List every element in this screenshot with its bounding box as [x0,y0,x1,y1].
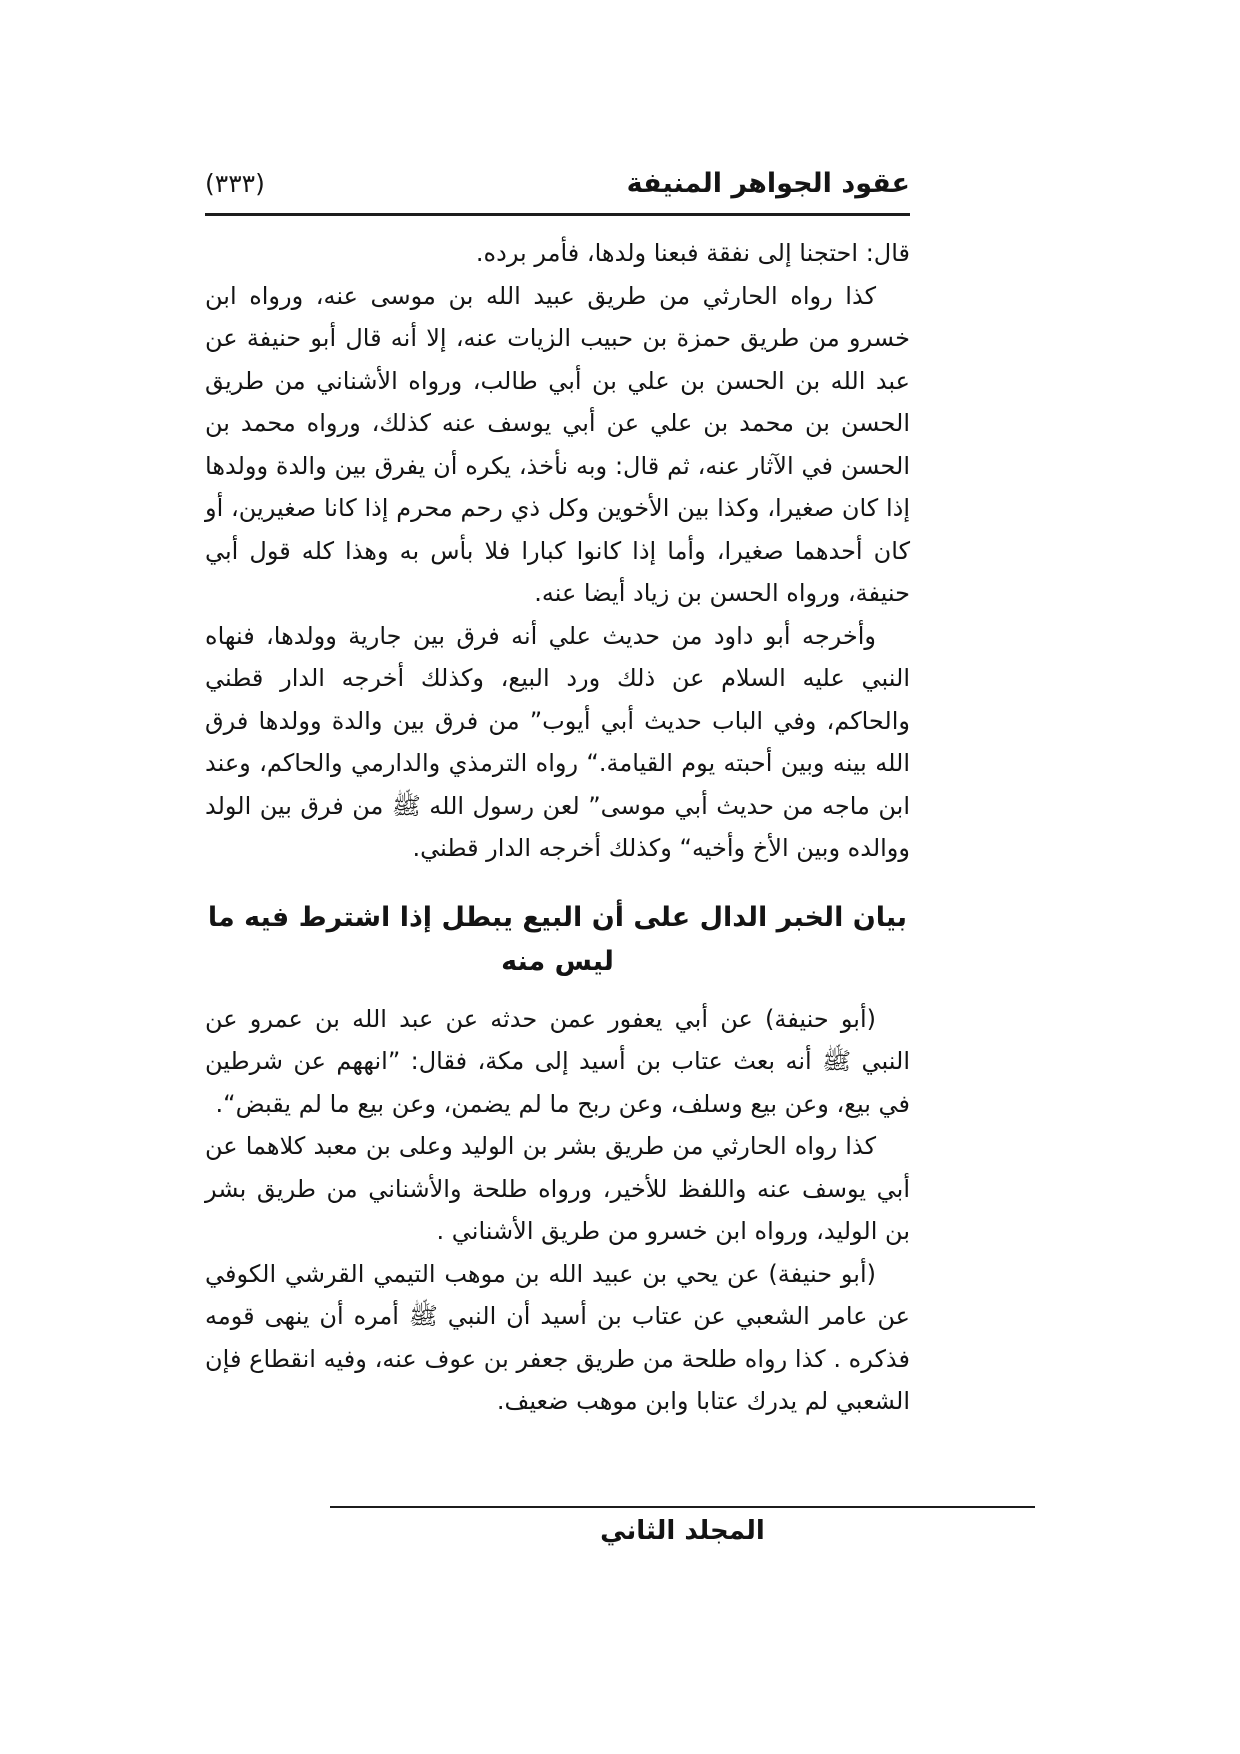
footer-rule [330,1506,1035,1508]
volume-label: المجلد الثاني [600,1516,765,1546]
page-number: (٣٣٣) [205,169,265,198]
body-paragraph: كذا رواه الحارثي من طريق عبيد الله بن موسى عنه، ورواه ابن خسرو من طريق حمزة بن حبيب الزيات عنه، إلا أنه قال أبو حنيفة عن عبد الله بن الحسن بن علي بن أبي طالب، ورواه الأشناني من طريق الحسن بن محمد بن علي عن أبي يوسف عنه كذلك، ورواه محمد بن الحسن في الآثار عنه، ثم قال: وبه نأخذ، يكره أن يفرق بين والدة وولدها إذا كان صغيرا، وكذا بين الأخوين وكل ذي رحم محرم إذا كانا صغيرين، أو كان أحدهما صغيرا، وأما إذا كانوا كبارا فلا بأس به وهذا كله قول أبي حنيفة، ورواه الحسن بن زياد أيضا عنه. [205,281,910,607]
body-paragraph: قال: احتجنا إلى نفقة فبعنا ولدها، فأمر برده. [475,239,910,267]
page-header [205,168,910,199]
header-rule [205,213,910,216]
body-paragraph: (أبو حنيفة) عن يحي بن عبيد الله بن موهب التيمي القرشي الكوفي عن عامر الشعبي عن عتاب بن أسيد أن النبي ﷺ أمره أن ينهى قومه فذكره . كذا رواه طلحة من طريق جعفر بن عوف عنه، وفيه انقطاع فإن الشعبي لم يدرك عتابا وابن موهب ضعيف. [205,1259,910,1415]
page-body [205,232,910,1423]
body-paragraph: كذا رواه الحارثي من طريق بشر بن الوليد وعلى بن معبد كلاهما عن أبي يوسف عنه واللفظ للأخير، ورواه طلحة والأشناني من طريق بشر بن الوليد، ورواه ابن خسرو من طريق الأشناني . [205,1132,910,1245]
book-title: عقود الجواهر المنيفة [626,168,910,199]
section-heading: بيان الخبر الدال على أن البيع يبطل إذا اشترط فيه ما ليس منه [207,901,908,977]
body-paragraph: وأخرجه أبو داود من حديث علي أنه فرق بين جارية وولدها، فنهاه النبي عليه السلام عن ذلك ورد البيع، وكذلك أخرجه الدار قطني والحاكم، وفي الباب حديث أبي أيوب” من فرق بين والدة وولدها فرق الله بينه وبين أحبته يوم القيامة.“ رواه الترمذي والدارمي والحاكم، وعند ابن ماجه من حديث أبي موسى” لعن رسول الله ﷺ من فرق بين الولد ووالده وبين الأخ وأخيه“ وكذلك أخرجه الدار قطني. [205,621,910,862]
body-paragraph: (أبو حنيفة) عن أبي يعفور عمن حدثه عن عبد الله بن عمرو عن النبي ﷺ أنه بعث عتاب بن أسيد إلى مكة، فقال: ”انههم عن شرطين في بيع، وعن بيع وسلف، وعن ربح ما لم يضمن، وعن بيع ما لم يقبض“. [205,1004,910,1118]
page-footer [330,1506,1035,1546]
